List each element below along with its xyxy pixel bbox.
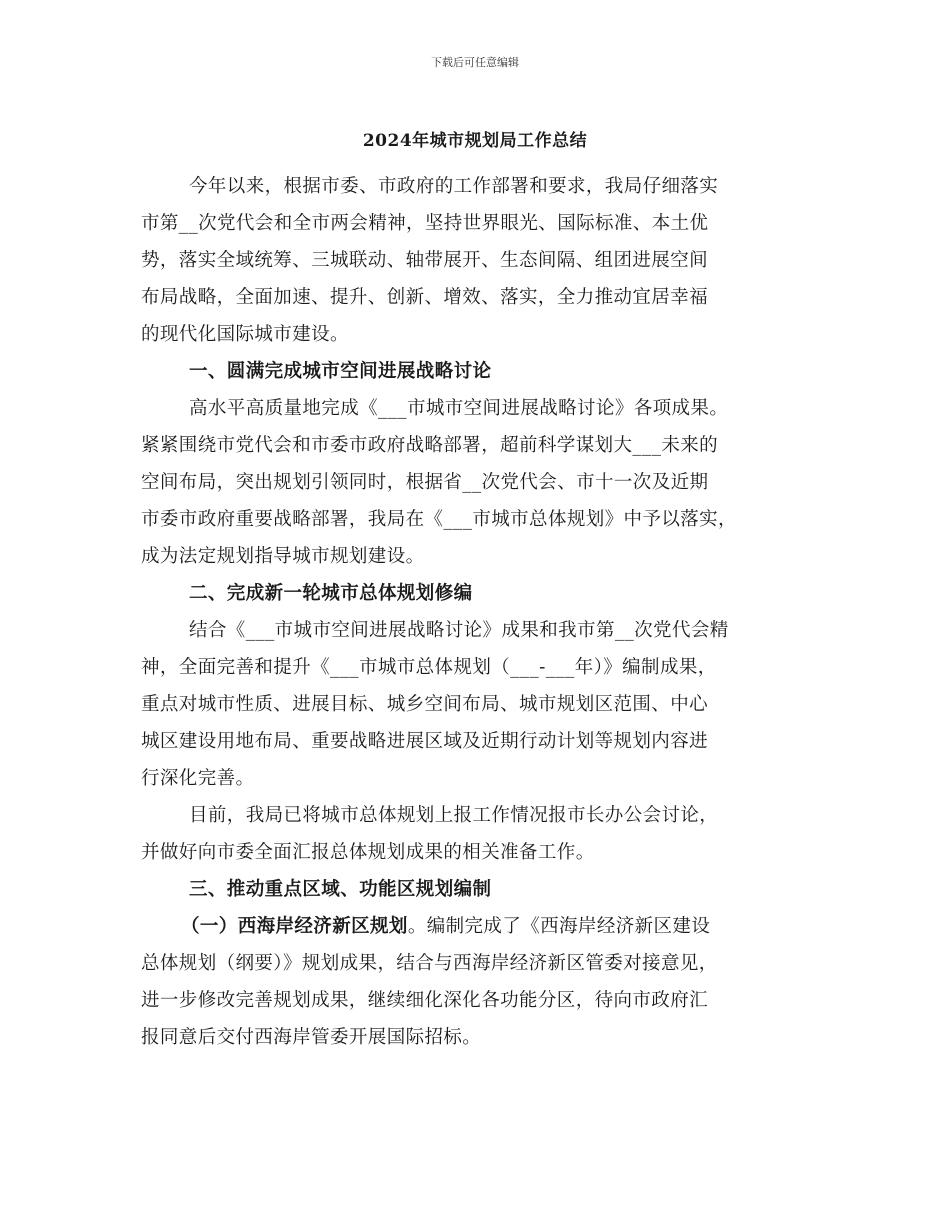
section1-line: 成为法定规划指导城市规划建设。 [141, 546, 425, 567]
intro-line: 势，落实全域统筹、三城联动、轴带展开、生态间隔、组团进展空间 [141, 250, 709, 271]
section1-line: 紧紧围绕市党代会和市委市政府战略部署，超前科学谋划大___未来的 [141, 435, 719, 456]
document-title: 2024年城市规划局工作总结 [362, 131, 588, 151]
section3-line: 。编制完成了《西海岸经济新区建设 [407, 916, 711, 937]
section2b-line: 并做好向市委全面汇报总体规划成果的相关准备工作。 [141, 842, 595, 863]
section3-line: 进一步修改完善规划成果，继续细化深化各功能分区，待向市政府汇 [141, 990, 709, 1011]
section2-line: 神，全面完善和提升《___市城市总体规划（___-___年）》编制成果， [141, 657, 717, 678]
section-heading-2: 二、完成新一轮城市总体规划修编 [189, 583, 473, 604]
section2-line: 结合《___市城市空间进展战略讨论》成果和我市第__次党代会精 [189, 620, 729, 641]
section3-line: 总体规划（纲要）》规划成果，结合与西海岸经济新区管委对接意见， [141, 953, 718, 974]
section1-line: 高水平高质量地完成《___市城市空间进展战略讨论》各项成果。 [189, 398, 729, 419]
section2-line: 城区建设用地布局、重要战略进展区域及近期行动计划等规划内容进 [141, 731, 709, 752]
section3-first-line [141, 908, 813, 945]
section3-lead: （一）西海岸经济新区规划 [181, 916, 408, 937]
document-body [141, 168, 813, 1056]
section-heading-1: 一、圆满完成城市空间进展战略讨论 [189, 361, 492, 382]
section1-line: 市委市政府重要战略部署，我局在《___市城市总体规划》中予以落实， [141, 509, 737, 530]
section1-line: 空间布局，突出规划引领同时，根据省__次党代会、市十一次及近期 [141, 472, 709, 493]
section2b-line: 目前，我局已将城市总体规划上报工作情况报市长办公会讨论， [189, 805, 719, 826]
header-note: 下载后可任意编辑 [431, 56, 519, 69]
section-heading-3: 三、推动重点区域、功能区规划编制 [189, 879, 492, 900]
intro-line: 市第__次党代会和全市两会精神，坚持世界眼光、国际标准、本土优 [141, 213, 709, 234]
section2-line: 行深化完善。 [141, 768, 255, 789]
intro-line: 布局战略，全面加速、提升、创新、增效、落实，全力推动宜居幸福 [141, 287, 709, 308]
section2-line: 重点对城市性质、进展目标、城乡空间布局、城市规划区范围、中心 [141, 694, 709, 715]
section3-line: 报同意后交付西海岸管委开展国际招标。 [141, 1027, 482, 1048]
intro-line: 的现代化国际城市建设。 [141, 324, 349, 345]
intro-line: 今年以来，根据市委、市政府的工作部署和要求，我局仔细落实 [189, 176, 719, 197]
